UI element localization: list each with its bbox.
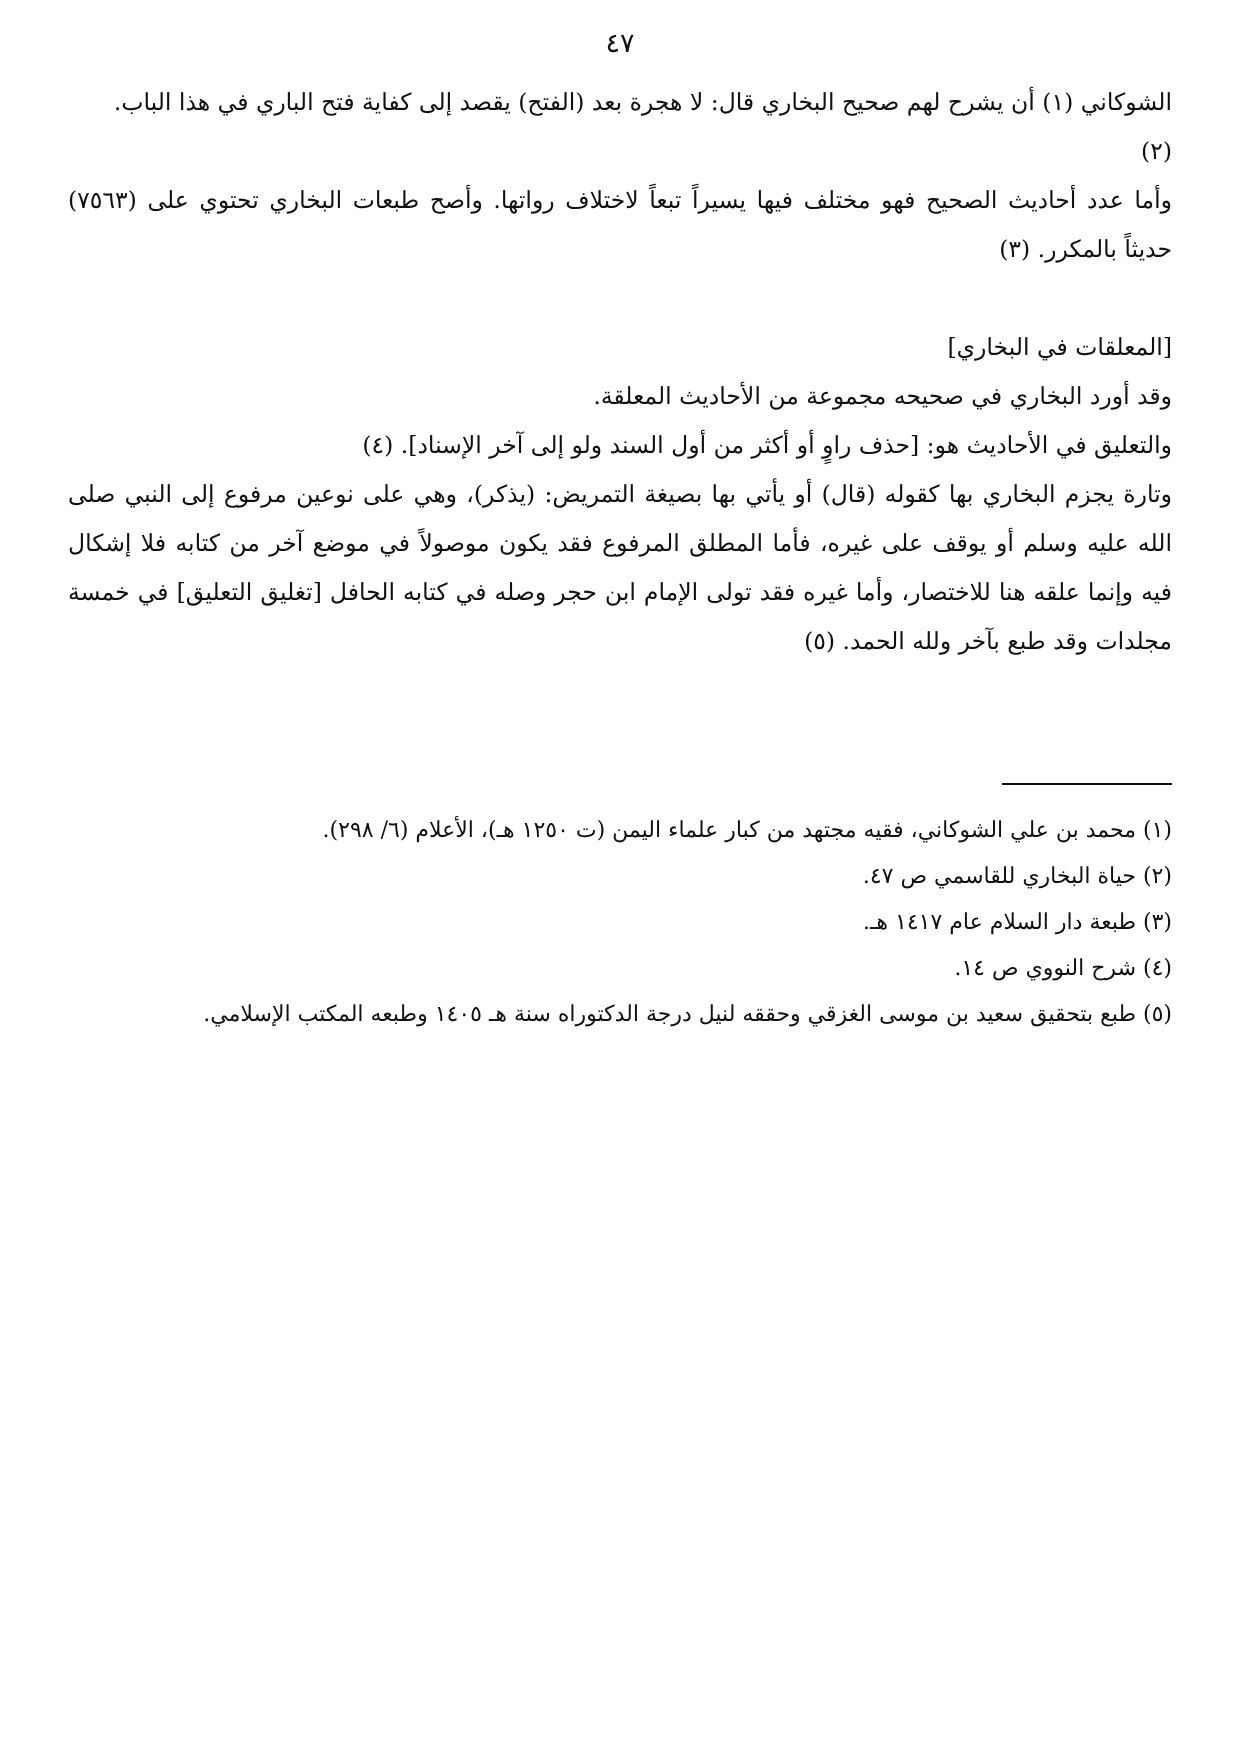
footnote-5: (٥) طبع بتحقيق سعيد بن موسى الغزقي وحققه لنيل درجة الدكتوراه سنة هـ ١٤٠٥ وطبعه المكتب الإسلامي. [203, 1002, 1172, 1027]
footnote-3: (٣) طبعة دار السلام عام ١٤١٧ هـ. [862, 910, 1172, 935]
footnotes [68, 808, 1172, 1038]
paragraph-5: وتارة يجزم البخاري بها كقوله (قال) أو يأتي بها بصيغة التمريض: (يذكر)، وهي على نوعين مرفوع إلى النبي صلى الله عليه وسلم أو يوقف على غيره، فأما المطلق المرفوع فقد يكون موصولاً في موضع آخر من كتابه فلا إشكال فيه وإنما علقه هنا للاختصار، وأما غيره فقد تولى الإمام ابن حجر وصله في كتابه الحافل [تغليق التعليق] في خمسة مجلدات وقد طبع بآخر ولله الحمد. (٥) [68, 480, 1172, 655]
footnote-1: (١) محمد بن علي الشوكاني، فقيه مجتهد من كبار علماء اليمن (ت ١٢٥٠ هـ)، الأعلام (٦/ ٢٩٨). [322, 818, 1172, 843]
footnote-divider [1002, 783, 1172, 785]
paragraph-2: وأما عدد أحاديث الصحيح فهو مختلف فيها يسيراً تبعاً لاختلاف رواتها. وأصح طبعات البخاري تحتوي على (٧٥٦٣) حديثاً بالمكرر. (٣) [68, 186, 1172, 263]
paragraph-1: الشوكاني (١) أن يشرح لهم صحيح البخاري قال: لا هجرة بعد (الفتح) يقصد إلى كفاية فتح الباري في هذا الباب. [113, 88, 1172, 116]
footnote-2: (٢) حياة البخاري للقاسمي ص ٤٧. [862, 864, 1172, 889]
footnote-4: (٤) شرح النووي ص ١٤. [954, 956, 1172, 981]
paragraph-4: والتعليق في الأحاديث هو: [حذف راوٍ أو أكثر من أول السند ولو إلى آخر الإسناد]. (٤) [362, 431, 1172, 459]
paragraph-3: وقد أورد البخاري في صحيحه مجموعة من الأحاديث المعلقة. [593, 382, 1172, 410]
main-text [68, 78, 1172, 666]
section-heading: [المعلقات في البخاري] [947, 333, 1172, 361]
page-number: ٤٧ [605, 28, 635, 59]
paragraph-1-reference: (٢) [1141, 137, 1172, 165]
paragraph-spacer [68, 274, 1172, 323]
